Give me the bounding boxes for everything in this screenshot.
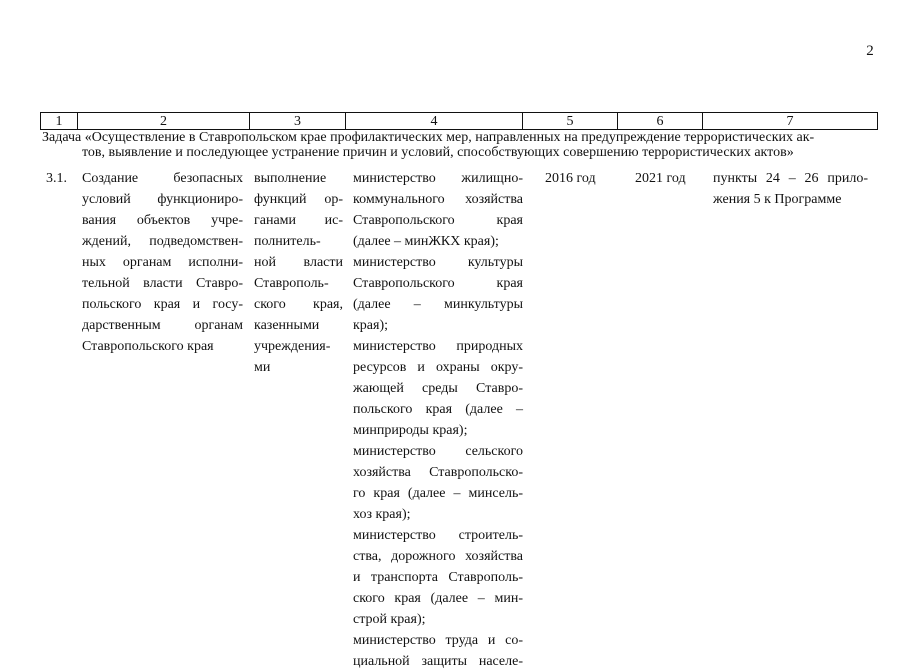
- program-reference-line: жения 5 к Программе: [713, 192, 842, 207]
- column-number-header: [40, 112, 878, 130]
- activity-name-line: польского края и госу-: [82, 297, 243, 312]
- header-cell-6: 6: [618, 113, 703, 130]
- activity-type-line: казенными: [254, 318, 320, 333]
- executor-line: ского края (далее – мин-: [353, 591, 523, 606]
- executor-line: Ставропольского края: [353, 276, 523, 291]
- activity-type-line: Ставрополь-: [254, 276, 329, 291]
- header-cell-7: 7: [703, 113, 878, 130]
- header-cell-3: 3: [250, 113, 346, 130]
- executor-line: циальной защиты населе-: [353, 654, 523, 669]
- executor-line: жающей среды Ставро-: [353, 381, 523, 396]
- activity-name-line: условий функциониро-: [82, 192, 243, 207]
- activity-name: [82, 168, 243, 357]
- activity-type-line: выполнение: [254, 171, 327, 186]
- activity-name-line: Создание безопасных: [82, 171, 243, 186]
- executor-line: министерство жилищно-: [353, 171, 523, 186]
- executor-line: министерство труда и со-: [353, 633, 523, 648]
- executor-line: и транспорта Ставрополь-: [353, 570, 523, 585]
- executor-line: польского края (далее –: [353, 402, 523, 417]
- executor-line: коммунального хозяйства: [353, 192, 523, 207]
- executor-line: хозяйства Ставропольско-: [353, 465, 523, 480]
- responsible-executors: [353, 168, 523, 672]
- header-cell-1: 1: [41, 113, 78, 130]
- task-heading-line: Задача «Осуществление в Ставропольском крае профилактических мер, направленных на предупреждение террористических ак-: [42, 130, 815, 145]
- executor-line: Ставропольского края: [353, 213, 523, 228]
- activity-type: [254, 168, 343, 378]
- activity-type-line: ганами ис-: [254, 213, 343, 228]
- activity-name-line: ждений, подведомствен-: [82, 234, 243, 249]
- executor-line: (далее – минкультуры: [353, 297, 523, 312]
- activity-type-line: ского края,: [254, 297, 343, 312]
- activity-name-line: Ставропольского края: [82, 339, 214, 354]
- program-reference: [713, 168, 868, 210]
- end-year: 2021 год: [635, 171, 686, 186]
- executor-line: министерство строитель-: [353, 528, 523, 543]
- task-heading-line: тов, выявление и последующее устранение причин и условий, способствующих совершению террористических актов»: [82, 145, 794, 160]
- program-reference-line: пункты 24 – 26 прило-: [713, 171, 868, 186]
- header-cell-5: 5: [523, 113, 618, 130]
- executor-line: министерство культуры: [353, 255, 523, 270]
- start-year: 2016 год: [545, 171, 596, 186]
- page-number: 2: [866, 43, 874, 59]
- activity-type-line: функций ор-: [254, 192, 343, 207]
- activity-name-line: ных органам исполни-: [82, 255, 243, 270]
- header-row: [41, 113, 878, 130]
- activity-name-line: тельной власти Ставро-: [82, 276, 243, 291]
- executor-line: ства, дорожного хозяйства: [353, 549, 523, 564]
- executor-line: ресурсов и охраны окру-: [353, 360, 523, 375]
- activity-type-line: учреждения-: [254, 339, 331, 354]
- activity-type-line: ми: [254, 360, 271, 375]
- activity-name-line: дарственным органам: [82, 318, 243, 333]
- executor-line: го края (далее – минсель-: [353, 486, 523, 501]
- header-cell-2: 2: [78, 113, 250, 130]
- activity-name-line: вания объектов учре-: [82, 213, 243, 228]
- header-cell-4: 4: [346, 113, 523, 130]
- activity-type-line: ной власти: [254, 255, 343, 270]
- executor-line: министерство сельского: [353, 444, 523, 459]
- executor-line: министерство природных: [353, 339, 523, 354]
- row-number: 3.1.: [46, 171, 67, 186]
- executor-line: хоз края);: [353, 507, 411, 522]
- activity-type-line: полнитель-: [254, 234, 321, 249]
- executor-line: минприроды края);: [353, 423, 468, 438]
- task-heading: [42, 130, 882, 160]
- executor-line: строй края);: [353, 612, 426, 627]
- executor-line: края);: [353, 318, 389, 333]
- executor-line: (далее – минЖКХ края);: [353, 234, 499, 249]
